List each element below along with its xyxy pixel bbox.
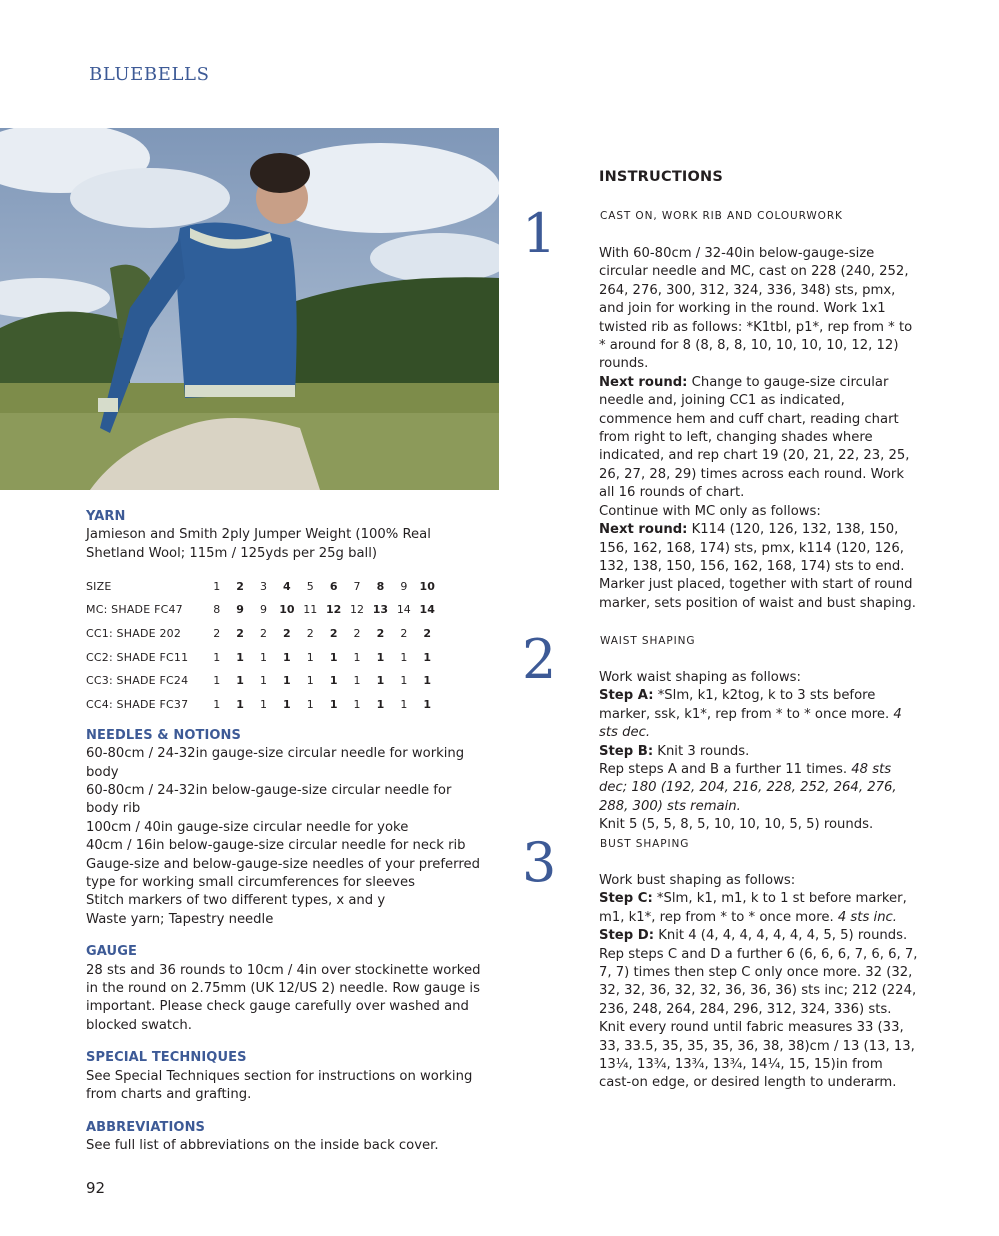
cell: 1 — [376, 697, 385, 711]
special-techniques-text: See Special Techniques section for instructions on working from charts and grafting. — [86, 1068, 473, 1103]
step-a-text: *Slm, k1, k2tog, k to 3 sts before marker, ssk, k1*, rep from * to * once more. — [599, 688, 894, 722]
cell: 2 — [236, 627, 244, 640]
size-cell: 2 — [236, 579, 244, 593]
cell: 1 — [213, 650, 221, 664]
step-c-label: Step C: — [599, 891, 653, 907]
step-b-label: Step B: — [599, 743, 654, 759]
table-row — [86, 670, 439, 694]
size-cell: 9 — [400, 579, 408, 593]
page-number: 92 — [86, 1179, 106, 1197]
cell: 2 — [376, 627, 385, 640]
step-a — [599, 687, 919, 742]
step-c-note: 4 sts inc. — [837, 909, 897, 925]
repeat-note: 48 sts dec; 180 (192, 204, 216, 228, 252, 264, 276, 288, 300) sts remain. — [599, 762, 897, 814]
size-cell: 5 — [306, 579, 314, 593]
cell: 1 — [329, 697, 338, 711]
list-item: 60-80cm / 24-32in gauge-size circular needle for working body — [86, 746, 465, 780]
hero-photo — [0, 128, 499, 490]
yarn-heading: YARN — [86, 509, 126, 524]
step-a-note: 4 sts dec. — [599, 706, 902, 741]
table-row — [86, 693, 439, 717]
cell: 9 — [259, 603, 267, 617]
cell: 1 — [259, 650, 267, 664]
cell: 12 — [350, 603, 365, 617]
list-item: 40cm / 16in below-gauge-size circular needle for neck rib — [86, 838, 466, 854]
cell: 1 — [353, 674, 361, 688]
step-1-body — [599, 245, 919, 613]
needles-heading: NEEDLES & NOTIONS — [86, 727, 241, 743]
cell: 12 — [325, 603, 342, 617]
cell: 1 — [376, 650, 385, 664]
table-row — [86, 599, 439, 623]
next-round-label: Next round: — [599, 522, 688, 538]
cell: 1 — [283, 697, 291, 711]
step-b-text: Knit 3 rounds. — [653, 743, 750, 759]
gauge-heading: GAUGE — [86, 944, 137, 960]
cell: 2 — [423, 627, 432, 640]
repeat-text: Rep steps A and B a further 11 times. — [599, 762, 852, 778]
row-label: MC: SHADE FC47 — [86, 603, 183, 617]
cell: 8 — [213, 603, 221, 617]
page-title: BLUEBELLS — [89, 64, 210, 85]
cell: 1 — [423, 674, 432, 688]
cell: 1 — [283, 674, 291, 688]
step-c-text: *Slm, k1, m1, k to 1 st before marker, m1, k1*, rep from * to * once more. — [599, 891, 907, 925]
row-label: CC4: SHADE FC37 — [86, 697, 189, 711]
cell: 10 — [279, 603, 295, 617]
step-2-repeat — [599, 761, 919, 816]
step-3-intro: Work bust shaping as follows: — [599, 873, 796, 888]
cell: 14 — [419, 603, 435, 617]
cell: 1 — [329, 674, 338, 688]
instructions-title: INSTRUCTIONS — [599, 169, 724, 185]
step-c — [599, 890, 919, 927]
cell: 1 — [400, 697, 408, 711]
sweater-photo-image — [0, 128, 499, 490]
cell: 1 — [236, 674, 244, 688]
gauge-text: 28 sts and 36 rounds to 10cm / 4in over stockinette worked in the round on 2.75mm (UK 12/US 2) needle. Row gauge is important. Please check gauge carefully over washed and blocked swatch. — [86, 962, 481, 1033]
step-1-next-round-2 — [599, 521, 919, 613]
cell: 1 — [306, 697, 314, 711]
special-techniques-heading: SPECIAL TECHNIQUES — [86, 1050, 247, 1066]
abbreviations-text: See full list of abbreviations on the inside back cover. — [86, 1137, 439, 1153]
yarn-text: Jamieson and Smith 2ply Jumper Weight (100% Real Shetland Wool; 115m / 125yds per 25g ball) — [86, 527, 431, 561]
step-3-knit: Knit every round until fabric measures 33 (33, 33, 33.5, 35, 35, 35, 36, 38, 38)cm / 13 (13, 13, 13¼, 13¾, 13¾, 13¾, 14¼, 15, 15)in from cast-on edge, or desired length to underarm. — [599, 1020, 915, 1091]
size-cell: 1 — [213, 579, 221, 593]
abbreviations-heading: ABBREVIATIONS — [86, 1119, 206, 1135]
cell: 2 — [400, 627, 408, 640]
cell: 1 — [376, 674, 385, 688]
cell: 1 — [400, 674, 408, 688]
table-row — [86, 646, 439, 670]
cell: 1 — [423, 650, 432, 664]
step-d — [599, 927, 919, 945]
list-item: 100cm / 40in gauge-size circular needle for yoke — [86, 819, 409, 835]
step-1-cast-on-text: With 60-80cm / 32-40in below-gauge-size circular needle and MC, cast on 228 (240, 252, 264, 276, 300, 312, 324, 336, 348) sts, pmx, and join for working in the round. Work 1x1 twisted rib as follows: *K1tbl, p1*, rep from * to * around for 8 (8, 8, 8, 10, 10, 10, 10, 12, 12) rounds. — [599, 246, 913, 372]
row-label: CC2: SHADE FC11 — [86, 650, 189, 664]
step-number-1: 1 — [522, 202, 557, 265]
step-b — [599, 743, 919, 761]
cell: 13 — [372, 603, 389, 617]
cell: 1 — [306, 674, 314, 688]
step-heading-3: BUST SHAPING — [600, 838, 690, 850]
next-round-label: Next round: — [599, 374, 688, 390]
size-cell: 10 — [419, 579, 435, 593]
cell: 1 — [329, 650, 338, 664]
size-cell: 4 — [283, 579, 291, 593]
cell: 1 — [213, 674, 221, 688]
cell: 2 — [329, 627, 338, 640]
step-1-next-round — [599, 374, 919, 503]
table-row — [86, 575, 439, 599]
list-item: Stitch markers of two different types, x and y — [86, 893, 386, 909]
cell: 1 — [353, 650, 361, 664]
size-cell: 6 — [329, 579, 338, 593]
next-round-text: K114 (120, 126, 132, 138, 150, 156, 162, 168, 174) sts, pmx, k114 (120, 126, 132, 138, 150, 156, 162, 168, 174) sts to end. Marker just placed, together with start of round marker, sets position of waist and bust shaping. — [599, 522, 916, 611]
cell: 2 — [306, 627, 314, 640]
cell: 2 — [283, 627, 291, 640]
list-item: Waste yarn; Tapestry needle — [86, 911, 274, 927]
step-3-repeat: Rep steps C and D a further 6 (6, 6, 6, 7, 6, 6, 7, 7, 7) times then step C only once more. 32 (32, 32, 32, 36, 32, 32, 36, 36, 36) sts inc; 212 (224, 236, 248, 264, 284, 296, 312, 324, 336) sts. — [599, 946, 918, 1017]
step-number-2: 2 — [522, 628, 557, 691]
materials-column — [86, 508, 486, 1155]
cell: 2 — [259, 627, 267, 640]
size-cell: 7 — [353, 579, 361, 593]
step-1-continue: Continue with MC only as follows: — [599, 503, 821, 519]
cell: 1 — [236, 650, 244, 664]
cell: 1 — [353, 697, 361, 711]
cell: 1 — [213, 697, 221, 711]
next-round-text: Change to gauge-size circular needle and, joining CC1 as indicated, commence hem and cuff chart, reading chart from right to left, changing shades where indicated, and rep chart 19 (20, 21, 22, 23, 25, 26, 27, 28, 29) times across each round. Work all 16 rounds of chart. — [599, 374, 910, 501]
cell: 1 — [259, 697, 267, 711]
yarn-quantity-table — [86, 575, 439, 717]
cell: 11 — [303, 603, 318, 617]
cell: 14 — [396, 603, 411, 617]
size-cell: 3 — [259, 579, 267, 593]
step-3-body — [599, 872, 919, 1093]
table-row — [86, 622, 439, 646]
row-label: CC1: SHADE 202 — [86, 627, 182, 640]
cell: 1 — [283, 650, 291, 664]
size-cell: 8 — [376, 579, 385, 593]
cell: 2 — [353, 627, 361, 640]
step-2-body — [599, 669, 919, 835]
cell: 9 — [236, 603, 244, 617]
cell: 1 — [306, 650, 314, 664]
cell: 1 — [423, 697, 432, 711]
step-2-intro: Work waist shaping as follows: — [599, 670, 801, 685]
cell: 1 — [259, 674, 267, 688]
step-2-knit: Knit 5 (5, 5, 8, 5, 10, 10, 10, 5, 5) rounds. — [599, 817, 874, 833]
step-number-3: 3 — [522, 831, 557, 894]
step-d-label: Step D: — [599, 928, 654, 944]
list-item: 60-80cm / 24-32in below-gauge-size circular needle for body rib — [86, 783, 452, 817]
row-label: CC3: SHADE FC24 — [86, 674, 189, 688]
needles-list — [86, 745, 486, 929]
cell: 2 — [213, 627, 221, 640]
step-d-text: Knit 4 (4, 4, 4, 4, 4, 4, 4, 5, 5) rounds. — [654, 928, 908, 944]
step-a-label: Step A: — [599, 688, 654, 704]
cell: 1 — [236, 697, 244, 711]
size-label: SIZE — [86, 579, 112, 593]
cell: 1 — [400, 650, 408, 664]
step-heading-1: CAST ON, WORK RIB AND COLOURWORK — [600, 210, 843, 222]
step-heading-2: WAIST SHAPING — [600, 635, 696, 647]
list-item: Gauge-size and below-gauge-size needles of your preferred type for working small circumferences for sleeves — [86, 856, 480, 891]
